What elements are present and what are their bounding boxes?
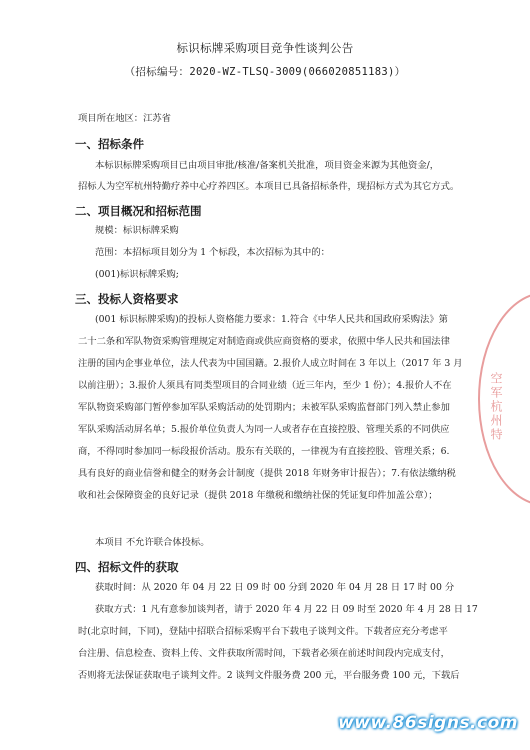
section-heading-2: 二、项目概况和招标范围 <box>75 204 202 218</box>
section-heading-4: 四、招标文件的获取 <box>75 560 179 574</box>
section-3-line-5: 军队物资采购部门暂停参加军队采购活动的处罚期内；未被军队采购监督部门列入禁止参加 <box>78 402 450 413</box>
section-heading-3: 三、投标人资格要求 <box>75 292 179 306</box>
section-2-line-1: 规模：标识标牌采购 <box>95 225 179 236</box>
section-3-line-4: 以前注册）；3.报价人须具有同类型项目的合同业绩（近三年内，至少 1 份）；4.报价人不在 <box>78 380 452 391</box>
section-3-line-6: 军队采购活动屏名单；5.报价单位负责人为同一人或者存在直接控股、管理关系的不同供应 <box>78 424 450 435</box>
section-3-line-3: 注册的国内企事业单位，法人代表为中国国籍。2.报价人成立时间在 3 年以上（2017 年 3 月 <box>78 358 463 369</box>
section-2-line-2: 范围：本招标项目划分为 1 个标段，本次招标为其中的： <box>95 247 330 258</box>
section-4-line-2: 获取方式：1 凡有意参加谈判者，请于 2020 年 4 月 22 日 09 时至 2020 年 4 月 28 日 17 <box>95 604 478 615</box>
doc-subtitle: （招标编号：2020-WZ-TLSQ-3009(066020851183)） <box>124 66 406 78</box>
section-2-line-3: (001)标识标牌采购; <box>95 269 179 280</box>
section-4-line-3: 时(北京时间，下同)，登陆中招联合招标采购平台下载电子谈判文件。下载者应充分考虑平 <box>78 626 448 637</box>
section-3-line-1: (001 标识标牌采购)的投标人资格能力要求：1.符合《中华人民共和国政府采购法》第 <box>95 314 448 325</box>
section-4-line-5: 否则将无法保证获取电子谈判文件。2 谈判文件服务费 200 元，平台服务费 100 元，下载后 <box>78 670 460 681</box>
section-4-line-4: 台注册、信息检查、资料上传、文件获取所需时间，下载者必须在前述时间段内完成支付， <box>78 648 450 659</box>
section-3-line-8: 具有良好的商业信誉和健全的财务会计制度（提供 2018 年财务审计报告）；7.有依法缴纳税 <box>78 468 456 479</box>
section-heading-1: 一、招标条件 <box>75 137 144 151</box>
official-seal <box>478 292 530 506</box>
project-location: 项目所在地区：江苏省 <box>78 113 171 124</box>
section-3-line-9: 收和社会保障资金的良好记录（提供 2018 年缴税和缴纳社保的凭证复印件加盖公章）； <box>78 490 438 501</box>
section-3-line-10: 本项目 不允许联合体投标。 <box>95 537 210 548</box>
section-4-line-1: 获取时间：从 2020 年 04 月 22 日 09 时 00 分到 2020 年 04 月 28 日 17 时 00 分 <box>95 582 455 593</box>
section-1-line-2: 招标人为空军杭州特勤疗养中心疗养四区。本项目已具备招标条件，现招标方式为其它方式。 <box>78 181 460 192</box>
doc-title: 标识标牌采购项目竞争性谈判公告 <box>176 41 354 55</box>
section-1-line-1: 本标识标牌采购项目已由项目审批/核准/备案机关批准，项目资金来源为其他资金/， <box>95 160 440 171</box>
section-3-line-2: 二十二条和军队物资采购管理规定对制造商或供应商资格的要求，依照中华人民共和国法律 <box>78 336 450 347</box>
seal-text: 空军杭州特 <box>489 372 503 442</box>
watermark-logo: www.86signs.com <box>338 713 518 733</box>
section-3-line-7: 商，不得同时参加同一标段报价活动。股东有关联的，一律视为有直接控股、管理关系；6. <box>78 446 450 457</box>
